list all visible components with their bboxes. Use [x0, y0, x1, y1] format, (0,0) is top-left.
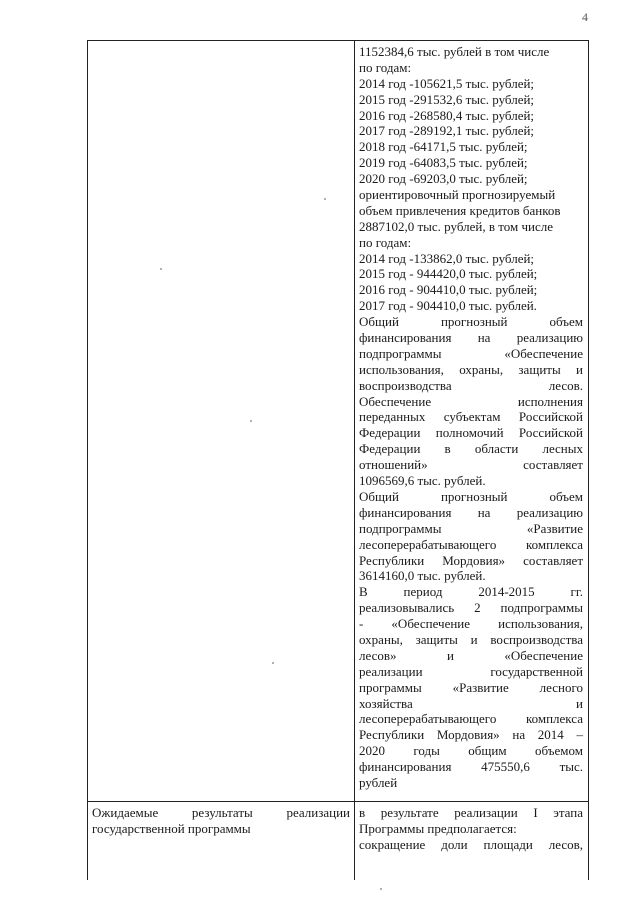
- text-line: Федерации в области лесных: [359, 441, 583, 457]
- text-line: 3614160,0 тыс. рублей.: [359, 568, 486, 584]
- text-line: сокращение доли площади лесов,: [359, 836, 583, 852]
- text-line: - «Обеспечение использования,: [359, 616, 583, 632]
- text-line: финансирования на реализацию: [359, 504, 583, 520]
- text-line: реализации государственной: [359, 663, 583, 679]
- text-line: 2014 год -105621,5 тыс. рублей;: [359, 75, 535, 91]
- text-line: Республики Мордовия» составляет: [359, 552, 583, 568]
- text-line: отношений» составляет: [359, 457, 583, 473]
- text-line: Республики Мордовия» на 2014 –: [359, 727, 583, 743]
- text-line: Общий прогнозный объем: [359, 488, 583, 504]
- text-line: охраны, защиты и воспроизводства: [359, 631, 583, 647]
- column-divider: [354, 40, 355, 880]
- scan-speck: [160, 268, 162, 270]
- scan-speck: [272, 662, 274, 664]
- text-line: В период 2014-2015 гг.: [359, 584, 583, 600]
- text-line: 2017 год -289192,1 тыс. рублей;: [359, 123, 535, 139]
- text-line: использования, охраны, защиты и: [359, 361, 583, 377]
- text-line: в результате реализации I этапа: [359, 805, 583, 820]
- text-line: 2018 год -64171,5 тыс. рублей;: [359, 139, 528, 155]
- text-line: 2017 год - 904410,0 тыс. рублей.: [359, 298, 537, 314]
- text-line: по годам:: [359, 234, 412, 250]
- funding-text-cell: [359, 44, 583, 791]
- text-line: лесоперерабатывающего комплекса: [359, 711, 583, 727]
- expected-results-label-cell: [92, 805, 350, 837]
- text-line: хозяйства и: [359, 695, 583, 711]
- program-passport-table: [87, 40, 589, 880]
- text-line: объем привлечения кредитов банков: [359, 202, 561, 218]
- text-line: программы «Развитие лесного: [359, 679, 583, 695]
- page-number: 4: [582, 10, 588, 24]
- text-line: 2020 годы общим объемом: [359, 743, 583, 759]
- text-line: рублей: [359, 774, 398, 790]
- text-line: Общий прогнозный объем: [359, 314, 583, 330]
- text-line: переданных субъектам Российской: [359, 409, 583, 425]
- text-line: 2887102,0 тыс. рублей, в том числе: [359, 218, 553, 234]
- row-divider: [88, 801, 588, 802]
- text-line: воспроизводства лесов.: [359, 377, 583, 393]
- text-line: 2015 год - 944420,0 тыс. рублей;: [359, 266, 538, 282]
- text-line: по годам:: [359, 59, 412, 75]
- scan-speck: [380, 888, 382, 890]
- table-top-border: [88, 40, 588, 41]
- text-line: лесов» и «Обеспечение: [359, 647, 583, 663]
- text-line: 2016 год - 904410,0 тыс. рублей;: [359, 282, 538, 298]
- text-line: Федерации полномочий Российской: [359, 425, 583, 441]
- text-line: 2019 год -64083,5 тыс. рублей;: [359, 155, 528, 171]
- text-line: 2020 год -69203,0 тыс. рублей;: [359, 171, 528, 187]
- expected-results-text-cell: [359, 805, 583, 853]
- text-line: финансирования на реализацию: [359, 330, 583, 346]
- scan-speck: [250, 420, 252, 422]
- text-line: подпрограммы «Развитие: [359, 520, 583, 536]
- text-line: Ожидаемые результаты реализации: [92, 805, 350, 820]
- text-line: ориентировочный прогнозируемый: [359, 187, 556, 203]
- text-line: 2016 год -268580,4 тыс. рублей;: [359, 107, 535, 123]
- text-line: 1152384,6 тыс. рублей в том числе: [359, 44, 550, 59]
- text-line: лесоперерабатывающего комплекса: [359, 536, 583, 552]
- text-line: Программы предполагается:: [359, 820, 517, 836]
- text-line: 2014 год -133862,0 тыс. рублей;: [359, 250, 535, 266]
- text-line: подпрограммы «Обеспечение: [359, 345, 583, 361]
- text-line: реализовывались 2 подпрограммы: [359, 600, 583, 616]
- text-line: Обеспечение исполнения: [359, 393, 583, 409]
- scan-speck: [324, 198, 326, 200]
- text-line: 2015 год -291532,6 тыс. рублей;: [359, 91, 535, 107]
- text-line: финансирования 475550,6 тыс.: [359, 759, 583, 775]
- text-line: 1096569,6 тыс. рублей.: [359, 473, 486, 489]
- text-line: государственной программы: [92, 820, 251, 836]
